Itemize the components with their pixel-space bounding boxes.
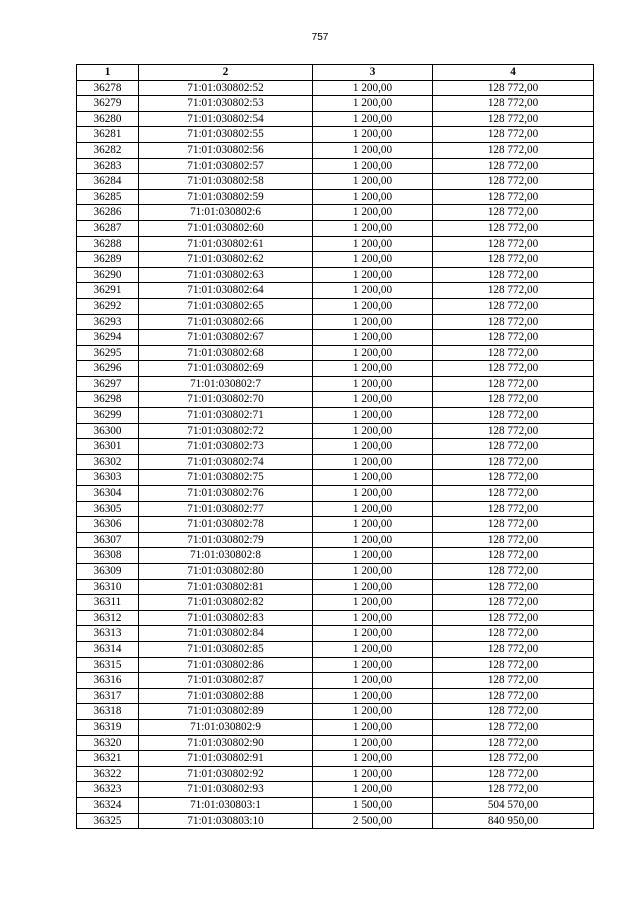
- column-header-2: 2: [139, 65, 313, 81]
- cadastral-number-cell: 71:01:030802:88: [139, 688, 313, 704]
- table-row: [77, 330, 594, 346]
- record-number-cell: 36306: [77, 517, 139, 533]
- cadastral-number-cell: 71:01:030802:77: [139, 501, 313, 517]
- value-cell: 128 772,00: [433, 345, 594, 361]
- cadastral-number-cell: 71:01:030802:84: [139, 626, 313, 642]
- cadastral-number-cell: 71:01:030802:86: [139, 657, 313, 673]
- table-row: [77, 283, 594, 299]
- cadastral-number-cell: 71:01:030802:72: [139, 423, 313, 439]
- cadastral-number-cell: 71:01:030802:70: [139, 392, 313, 408]
- cadastral-number-cell: 71:01:030802:58: [139, 174, 313, 190]
- record-number-cell: 36308: [77, 548, 139, 564]
- area-cell: 1 200,00: [313, 704, 433, 720]
- cadastral-number-cell: 71:01:030802:76: [139, 486, 313, 502]
- cadastral-number-cell: 71:01:030802:66: [139, 314, 313, 330]
- value-cell: 128 772,00: [433, 657, 594, 673]
- record-number-cell: 36301: [77, 439, 139, 455]
- value-cell: 128 772,00: [433, 174, 594, 190]
- value-cell: 128 772,00: [433, 766, 594, 782]
- area-cell: 1 500,00: [313, 797, 433, 813]
- record-number-cell: 36289: [77, 252, 139, 268]
- area-cell: 1 200,00: [313, 423, 433, 439]
- area-cell: 1 200,00: [313, 267, 433, 283]
- table-row: [77, 142, 594, 158]
- value-cell: 128 772,00: [433, 111, 594, 127]
- cadastral-number-cell: 71:01:030802:6: [139, 205, 313, 221]
- cadastral-number-cell: 71:01:030802:57: [139, 158, 313, 174]
- cadastral-number-cell: 71:01:030802:73: [139, 439, 313, 455]
- table-row: [77, 252, 594, 268]
- cadastral-number-cell: 71:01:030802:52: [139, 80, 313, 96]
- record-number-cell: 36313: [77, 626, 139, 642]
- value-cell: 128 772,00: [433, 751, 594, 767]
- table-row: [77, 174, 594, 190]
- cadastral-number-cell: 71:01:030802:53: [139, 96, 313, 112]
- value-cell: 128 772,00: [433, 189, 594, 205]
- value-cell: 128 772,00: [433, 595, 594, 611]
- value-cell: 128 772,00: [433, 252, 594, 268]
- table-row: [77, 719, 594, 735]
- cadastral-number-cell: 71:01:030802:85: [139, 641, 313, 657]
- value-cell: 128 772,00: [433, 579, 594, 595]
- value-cell: 128 772,00: [433, 423, 594, 439]
- record-number-cell: 36319: [77, 719, 139, 735]
- table-row: [77, 205, 594, 221]
- table-body: [77, 80, 594, 829]
- area-cell: 1 200,00: [313, 439, 433, 455]
- table-row: [77, 361, 594, 377]
- cadastral-number-cell: 71:01:030802:56: [139, 142, 313, 158]
- area-cell: 1 200,00: [313, 96, 433, 112]
- record-number-cell: 36304: [77, 486, 139, 502]
- area-cell: 1 200,00: [313, 236, 433, 252]
- area-cell: 1 200,00: [313, 751, 433, 767]
- table-row: [77, 236, 594, 252]
- table-row: [77, 657, 594, 673]
- cadastral-number-cell: 71:01:030802:80: [139, 564, 313, 580]
- table-row: [77, 298, 594, 314]
- record-number-cell: 36311: [77, 595, 139, 611]
- area-cell: 1 200,00: [313, 283, 433, 299]
- cadastral-number-cell: 71:01:030802:65: [139, 298, 313, 314]
- area-cell: 1 200,00: [313, 80, 433, 96]
- value-cell: 128 772,00: [433, 517, 594, 533]
- record-number-cell: 36288: [77, 236, 139, 252]
- table-row: [77, 408, 594, 424]
- record-number-cell: 36293: [77, 314, 139, 330]
- cadastral-number-cell: 71:01:030802:71: [139, 408, 313, 424]
- value-cell: 128 772,00: [433, 626, 594, 642]
- value-cell: 128 772,00: [433, 408, 594, 424]
- table-row: [77, 517, 594, 533]
- cadastral-number-cell: 71:01:030802:54: [139, 111, 313, 127]
- value-cell: 128 772,00: [433, 673, 594, 689]
- table-row: [77, 813, 594, 829]
- record-number-cell: 36298: [77, 392, 139, 408]
- table-row: [77, 470, 594, 486]
- value-cell: 128 772,00: [433, 548, 594, 564]
- cadastral-number-cell: 71:01:030802:93: [139, 782, 313, 798]
- record-number-cell: 36317: [77, 688, 139, 704]
- cadastral-number-cell: 71:01:030802:87: [139, 673, 313, 689]
- cadastral-number-cell: 71:01:030802:61: [139, 236, 313, 252]
- record-number-cell: 36312: [77, 610, 139, 626]
- area-cell: 1 200,00: [313, 142, 433, 158]
- value-cell: 128 772,00: [433, 470, 594, 486]
- table-row: [77, 189, 594, 205]
- cadastral-number-cell: 71:01:030802:67: [139, 330, 313, 346]
- area-cell: 1 200,00: [313, 548, 433, 564]
- area-cell: 1 200,00: [313, 688, 433, 704]
- page-number: 757: [311, 32, 329, 43]
- value-cell: 128 772,00: [433, 501, 594, 517]
- area-cell: 1 200,00: [313, 470, 433, 486]
- value-cell: 128 772,00: [433, 267, 594, 283]
- table-row: [77, 673, 594, 689]
- area-cell: 1 200,00: [313, 564, 433, 580]
- value-cell: 128 772,00: [433, 688, 594, 704]
- area-cell: 1 200,00: [313, 408, 433, 424]
- table-row: [77, 532, 594, 548]
- record-number-cell: 36323: [77, 782, 139, 798]
- cadastral-number-cell: 71:01:030802:8: [139, 548, 313, 564]
- cadastral-number-cell: 71:01:030802:55: [139, 127, 313, 143]
- value-cell: 128 772,00: [433, 142, 594, 158]
- area-cell: 1 200,00: [313, 641, 433, 657]
- value-cell: 128 772,00: [433, 782, 594, 798]
- area-cell: 1 200,00: [313, 345, 433, 361]
- table-row: [77, 782, 594, 798]
- record-number-cell: 36281: [77, 127, 139, 143]
- cadastral-number-cell: 71:01:030802:62: [139, 252, 313, 268]
- area-cell: 1 200,00: [313, 220, 433, 236]
- table-row: [77, 704, 594, 720]
- table-row: [77, 220, 594, 236]
- area-cell: 1 200,00: [313, 673, 433, 689]
- column-header-4: 4: [433, 65, 594, 81]
- table-row: [77, 80, 594, 96]
- value-cell: 128 772,00: [433, 486, 594, 502]
- record-number-cell: 36302: [77, 454, 139, 470]
- value-cell: 128 772,00: [433, 158, 594, 174]
- cadastral-number-cell: 71:01:030802:64: [139, 283, 313, 299]
- cadastral-number-cell: 71:01:030803:1: [139, 797, 313, 813]
- cadastral-number-cell: 71:01:030802:92: [139, 766, 313, 782]
- table-row: [77, 392, 594, 408]
- cadastral-number-cell: 71:01:030803:10: [139, 813, 313, 829]
- cadastral-number-cell: 71:01:030802:81: [139, 579, 313, 595]
- record-number-cell: 36300: [77, 423, 139, 439]
- value-cell: 128 772,00: [433, 361, 594, 377]
- record-number-cell: 36292: [77, 298, 139, 314]
- record-number-cell: 36307: [77, 532, 139, 548]
- area-cell: 1 200,00: [313, 782, 433, 798]
- record-number-cell: 36322: [77, 766, 139, 782]
- table-row: [77, 127, 594, 143]
- area-cell: 1 200,00: [313, 532, 433, 548]
- value-cell: 128 772,00: [433, 641, 594, 657]
- area-cell: 1 200,00: [313, 392, 433, 408]
- cadastral-number-cell: 71:01:030802:90: [139, 735, 313, 751]
- cadastral-number-cell: 71:01:030802:78: [139, 517, 313, 533]
- area-cell: 1 200,00: [313, 579, 433, 595]
- value-cell: 128 772,00: [433, 80, 594, 96]
- record-number-cell: 36291: [77, 283, 139, 299]
- cadastral-number-cell: 71:01:030802:74: [139, 454, 313, 470]
- cadastral-number-cell: 71:01:030802:69: [139, 361, 313, 377]
- cadastral-number-cell: 71:01:030802:83: [139, 610, 313, 626]
- table-row: [77, 766, 594, 782]
- value-cell: 128 772,00: [433, 330, 594, 346]
- record-number-cell: 36318: [77, 704, 139, 720]
- header-row: [77, 65, 594, 81]
- record-number-cell: 36280: [77, 111, 139, 127]
- cadastral-number-cell: 71:01:030802:63: [139, 267, 313, 283]
- table-row: [77, 641, 594, 657]
- area-cell: 1 200,00: [313, 111, 433, 127]
- table-row: [77, 548, 594, 564]
- table-row: [77, 610, 594, 626]
- record-number-cell: 36295: [77, 345, 139, 361]
- cadastral-number-cell: 71:01:030802:91: [139, 751, 313, 767]
- value-cell: 128 772,00: [433, 298, 594, 314]
- record-number-cell: 36282: [77, 142, 139, 158]
- value-cell: 128 772,00: [433, 236, 594, 252]
- area-cell: 1 200,00: [313, 158, 433, 174]
- area-cell: 1 200,00: [313, 314, 433, 330]
- area-cell: 1 200,00: [313, 174, 433, 190]
- area-cell: 1 200,00: [313, 719, 433, 735]
- area-cell: 1 200,00: [313, 127, 433, 143]
- area-cell: 1 200,00: [313, 298, 433, 314]
- record-number-cell: 36321: [77, 751, 139, 767]
- record-number-cell: 36285: [77, 189, 139, 205]
- cadastral-number-cell: 71:01:030802:89: [139, 704, 313, 720]
- value-cell: 128 772,00: [433, 127, 594, 143]
- record-number-cell: 36316: [77, 673, 139, 689]
- value-cell: 128 772,00: [433, 283, 594, 299]
- table-row: [77, 797, 594, 813]
- area-cell: 1 200,00: [313, 189, 433, 205]
- record-number-cell: 36309: [77, 564, 139, 580]
- area-cell: 1 200,00: [313, 376, 433, 392]
- value-cell: 128 772,00: [433, 392, 594, 408]
- table-row: [77, 626, 594, 642]
- area-cell: 1 200,00: [313, 626, 433, 642]
- table-row: [77, 96, 594, 112]
- record-number-cell: 36294: [77, 330, 139, 346]
- cadastral-number-cell: 71:01:030802:79: [139, 532, 313, 548]
- value-cell: 128 772,00: [433, 704, 594, 720]
- area-cell: 1 200,00: [313, 595, 433, 611]
- table-row: [77, 376, 594, 392]
- record-number-cell: 36315: [77, 657, 139, 673]
- table-row: [77, 564, 594, 580]
- table-row: [77, 345, 594, 361]
- area-cell: 1 200,00: [313, 454, 433, 470]
- record-number-cell: 36279: [77, 96, 139, 112]
- record-number-cell: 36299: [77, 408, 139, 424]
- value-cell: 128 772,00: [433, 564, 594, 580]
- record-number-cell: 36305: [77, 501, 139, 517]
- value-cell: 504 570,00: [433, 797, 594, 813]
- value-cell: 128 772,00: [433, 220, 594, 236]
- table-row: [77, 501, 594, 517]
- value-cell: 128 772,00: [433, 735, 594, 751]
- cadastral-number-cell: 71:01:030802:7: [139, 376, 313, 392]
- cadastral-number-cell: 71:01:030802:9: [139, 719, 313, 735]
- area-cell: 1 200,00: [313, 735, 433, 751]
- table-row: [77, 751, 594, 767]
- value-cell: 128 772,00: [433, 376, 594, 392]
- area-cell: 1 200,00: [313, 610, 433, 626]
- area-cell: 1 200,00: [313, 657, 433, 673]
- area-cell: 1 200,00: [313, 486, 433, 502]
- table-row: [77, 267, 594, 283]
- cadastral-number-cell: 71:01:030802:59: [139, 189, 313, 205]
- value-cell: 128 772,00: [433, 314, 594, 330]
- area-cell: 1 200,00: [313, 501, 433, 517]
- record-number-cell: 36310: [77, 579, 139, 595]
- table-row: [77, 454, 594, 470]
- record-number-cell: 36314: [77, 641, 139, 657]
- value-cell: 128 772,00: [433, 439, 594, 455]
- cadastral-number-cell: 71:01:030802:75: [139, 470, 313, 486]
- value-cell: 128 772,00: [433, 205, 594, 221]
- value-cell: 128 772,00: [433, 719, 594, 735]
- record-number-cell: 36278: [77, 80, 139, 96]
- table-row: [77, 439, 594, 455]
- value-cell: 128 772,00: [433, 532, 594, 548]
- record-number-cell: 36286: [77, 205, 139, 221]
- table-header: [77, 65, 594, 81]
- area-cell: 1 200,00: [313, 517, 433, 533]
- cadastral-number-cell: 71:01:030802:68: [139, 345, 313, 361]
- value-cell: 128 772,00: [433, 454, 594, 470]
- area-cell: 2 500,00: [313, 813, 433, 829]
- table-row: [77, 111, 594, 127]
- table-row: [77, 579, 594, 595]
- cadastral-number-cell: 71:01:030802:82: [139, 595, 313, 611]
- record-number-cell: 36296: [77, 361, 139, 377]
- table-row: [77, 423, 594, 439]
- table-row: [77, 688, 594, 704]
- record-number-cell: 36284: [77, 174, 139, 190]
- table-row: [77, 486, 594, 502]
- column-header-1: 1: [77, 65, 139, 81]
- column-header-3: 3: [313, 65, 433, 81]
- table-row: [77, 735, 594, 751]
- table-row: [77, 158, 594, 174]
- record-number-cell: 36297: [77, 376, 139, 392]
- area-cell: 1 200,00: [313, 252, 433, 268]
- record-number-cell: 36283: [77, 158, 139, 174]
- table-row: [77, 595, 594, 611]
- value-cell: 128 772,00: [433, 610, 594, 626]
- value-cell: 128 772,00: [433, 96, 594, 112]
- area-cell: 1 200,00: [313, 205, 433, 221]
- table-row: [77, 314, 594, 330]
- cadastral-number-cell: 71:01:030802:60: [139, 220, 313, 236]
- record-number-cell: 36325: [77, 813, 139, 829]
- record-number-cell: 36287: [77, 220, 139, 236]
- record-number-cell: 36324: [77, 797, 139, 813]
- area-cell: 1 200,00: [313, 361, 433, 377]
- area-cell: 1 200,00: [313, 766, 433, 782]
- record-number-cell: 36320: [77, 735, 139, 751]
- registry-table: [76, 64, 594, 829]
- area-cell: 1 200,00: [313, 330, 433, 346]
- value-cell: 840 950,00: [433, 813, 594, 829]
- record-number-cell: 36303: [77, 470, 139, 486]
- record-number-cell: 36290: [77, 267, 139, 283]
